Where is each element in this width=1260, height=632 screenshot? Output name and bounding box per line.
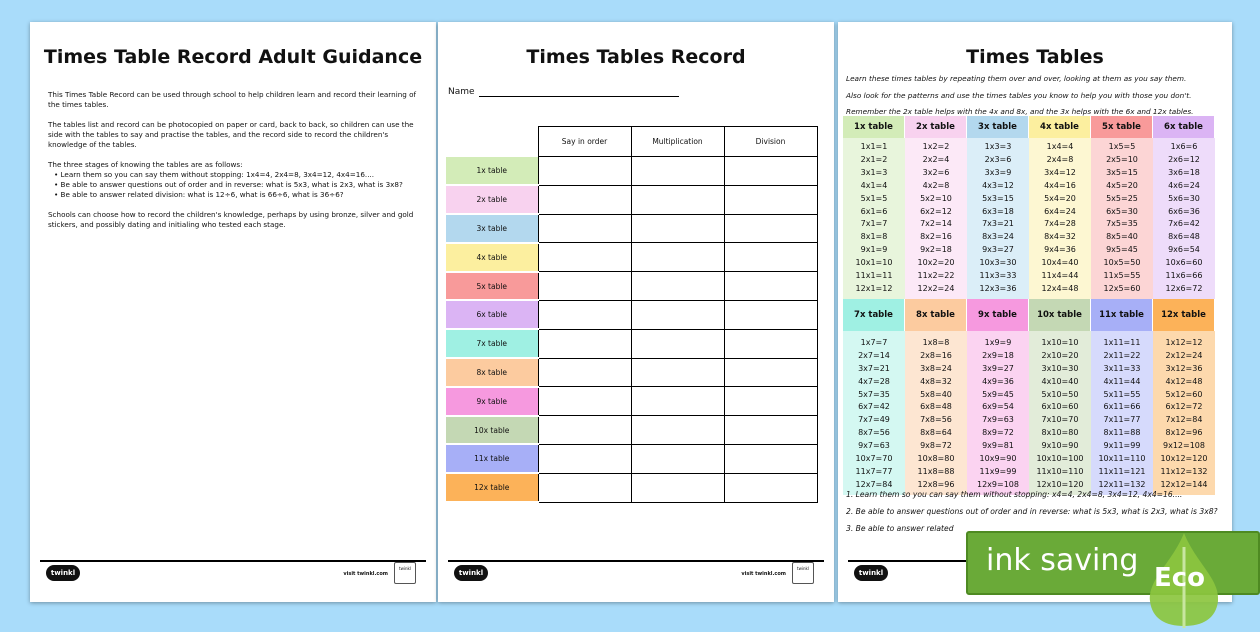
row-label: 1x table: [446, 157, 538, 186]
fact: 8x5=40: [1106, 232, 1138, 242]
table-row: [446, 358, 817, 387]
fact: 5x11=55: [1103, 389, 1141, 399]
fact: 7x2=14: [920, 219, 952, 229]
fact: 10x3=30: [979, 258, 1017, 268]
record-cell[interactable]: [631, 387, 724, 416]
fact: 5x5=25: [1106, 193, 1138, 203]
fact: 12x3=36: [979, 283, 1017, 293]
fact: 10x9=90: [979, 454, 1017, 464]
paragraph: This Times Table Record can be used through school to help children learn and record their learning of the times tables.: [48, 90, 417, 109]
fact: 8x7=56: [858, 428, 890, 438]
guidance-page: [30, 22, 436, 602]
quality-badge-icon: twinkl: [792, 562, 814, 584]
list-item: 3. Be able to answer related: [846, 524, 954, 533]
list-item: 2. Be able to answer questions out of order and in reverse: what is 5x3, what is 2x3, what is 3x8?: [846, 507, 1218, 516]
table-header: 8x table: [905, 299, 967, 331]
fact: 12x9=108: [977, 479, 1019, 489]
fact: 12x11=132: [1098, 479, 1146, 489]
table-header: 5x table: [1091, 116, 1153, 138]
fact: 5x8=40: [920, 389, 952, 399]
fact: 2x3=6: [984, 154, 1012, 164]
fact: 10x1=10: [855, 258, 893, 268]
fact: 2x5=10: [1106, 154, 1138, 164]
record-cell[interactable]: [631, 300, 724, 329]
fact: 11x8=88: [917, 466, 955, 476]
fact: 2x7=14: [858, 350, 890, 360]
footer-divider: [448, 560, 824, 562]
fact: 12x10=120: [1036, 479, 1084, 489]
fact: 4x10=40: [1041, 376, 1079, 386]
fact: 1x2=2: [922, 142, 950, 151]
fact: 10x8=80: [917, 454, 955, 464]
table-row: [446, 243, 817, 272]
fact: 3x1=3: [860, 167, 888, 177]
record-cell[interactable]: [538, 185, 631, 214]
fact: 5x3=15: [982, 193, 1014, 203]
fact: 3x3=9: [984, 167, 1012, 177]
table-header: 7x table: [843, 299, 905, 331]
facts-column: [1091, 331, 1153, 495]
table-row: [446, 444, 817, 473]
name-field[interactable]: [448, 87, 679, 97]
fact: 1x12=12: [1165, 337, 1203, 347]
record-cell[interactable]: [724, 473, 817, 502]
eco-leaf-icon: [1146, 533, 1222, 628]
fact: 1x4=4: [1046, 142, 1074, 151]
fact: 2x10=20: [1041, 350, 1079, 360]
fact: 1x5=5: [1108, 142, 1136, 151]
fact: 10x2=20: [917, 258, 955, 268]
fact: 10x11=110: [1098, 454, 1146, 464]
record-cell[interactable]: [724, 185, 817, 214]
fact: 2x4=8: [1046, 154, 1074, 164]
table-row: [446, 272, 817, 301]
fact: 7x1=7: [860, 219, 888, 229]
facts-column: [1029, 138, 1091, 299]
fact: 4x5=20: [1106, 180, 1138, 190]
fact: 6x10=60: [1041, 402, 1079, 412]
intro-line: Learn these times tables by repeating them over and over, looking at them as you say them.: [846, 74, 1187, 83]
record-cell[interactable]: [724, 387, 817, 416]
fact: 3x2=6: [922, 167, 950, 177]
row-label: 4x table: [446, 243, 538, 272]
record-page: [438, 22, 834, 602]
fact: 4x3=12: [982, 180, 1014, 190]
stages-list: [48, 170, 418, 200]
fact: 1x6=6: [1170, 142, 1198, 151]
table-header: 3x table: [967, 116, 1029, 138]
record-cell[interactable]: [631, 416, 724, 445]
fact: 9x6=54: [1168, 245, 1200, 255]
table-row: [446, 387, 817, 416]
fact: 8x12=96: [1165, 428, 1203, 438]
twinkl-logo: twinkl: [454, 565, 488, 581]
record-cell[interactable]: [631, 185, 724, 214]
table-header: 11x table: [1091, 299, 1153, 331]
fact: 6x6=36: [1168, 206, 1200, 216]
fact: 1x1=1: [860, 142, 888, 151]
facts-column: [843, 138, 905, 299]
fact: 3x4=12: [1044, 167, 1076, 177]
fact: 7x5=35: [1106, 219, 1138, 229]
facts-column: [1029, 331, 1091, 495]
record-cell[interactable]: [538, 473, 631, 502]
list-item: • Be able to answer questions out of order and in reverse: what is 5x3, what is 2x3, what is 3x8?: [54, 180, 418, 190]
fact: 7x7=49: [858, 415, 890, 425]
paragraph: Schools can choose how to record the children's knowledge, perhaps by using bronze, silver and gold stickers, and possibly dating and initialing who tested each stage.: [48, 210, 414, 229]
fact: 5x2=10: [920, 193, 952, 203]
table-row: [446, 185, 817, 214]
fact: 11x4=44: [1041, 271, 1079, 281]
page-title: Times Tables: [966, 46, 1104, 68]
fact: 2x1=2: [860, 154, 888, 164]
record-cell[interactable]: [538, 387, 631, 416]
fact: 8x2=16: [920, 232, 952, 242]
fact: 12x6=72: [1165, 283, 1203, 293]
fact: 6x8=48: [920, 402, 952, 412]
fact: 1x3=3: [984, 142, 1012, 151]
fact: 6x1=6: [860, 206, 888, 216]
fact: 11x9=99: [979, 466, 1017, 476]
fact: 4x8=32: [920, 376, 952, 386]
record-cell[interactable]: [724, 416, 817, 445]
fact: 2x12=24: [1165, 350, 1203, 360]
fact: 2x9=18: [982, 350, 1014, 360]
fact: 2x11=22: [1103, 350, 1141, 360]
paragraph: The three stages of knowing the tables are as follows:: [48, 160, 243, 169]
fact: 9x7=63: [858, 441, 890, 451]
fact: 4x12=48: [1165, 376, 1203, 386]
fact: 2x2=4: [922, 154, 950, 164]
row-label: 5x table: [446, 272, 538, 301]
fact: 5x6=30: [1168, 193, 1200, 203]
row-label: 3x table: [446, 214, 538, 243]
twinkl-logo: twinkl: [854, 565, 888, 581]
fact: 3x10=30: [1041, 363, 1079, 373]
table-header: 6x table: [1153, 116, 1215, 138]
intro-line: Remember the 2x table helps with the 4x and 8x, and the 3x helps with the 6x and 12x tables.: [846, 107, 1194, 116]
fact: 10x5=50: [1103, 258, 1141, 268]
record-cell[interactable]: [631, 214, 724, 243]
steps-list: [846, 486, 1226, 537]
table-header: 10x table: [1029, 299, 1091, 331]
intro-line: Also look for the patterns and use the times tables you know to help you with those you don't.: [846, 90, 1192, 100]
record-cell[interactable]: [631, 329, 724, 358]
fact: 7x12=84: [1165, 415, 1203, 425]
record-cell[interactable]: [538, 329, 631, 358]
fact: 5x4=20: [1044, 193, 1076, 203]
fact: 2x6=12: [1168, 154, 1200, 164]
fact: 4x1=4: [860, 180, 888, 190]
paragraph: The tables list and record can be photocopied on paper or card, back to back, so children can use the side with the tables to say and practise the tables, and the record side to record the children's knowledge of the tables.: [48, 120, 414, 149]
fact: 5x10=50: [1041, 389, 1079, 399]
fact: 7x6=42: [1168, 219, 1200, 229]
facts-column: [1153, 331, 1215, 495]
facts-column: [843, 331, 905, 495]
fact: 8x4=32: [1044, 232, 1076, 242]
record-cell[interactable]: [631, 473, 724, 502]
name-line[interactable]: [479, 87, 679, 97]
fact: 3x11=33: [1103, 363, 1141, 373]
fact: 12x2=24: [917, 283, 955, 293]
fact: 8x10=80: [1041, 428, 1079, 438]
fact: 11x6=66: [1165, 271, 1203, 281]
record-cell[interactable]: [724, 358, 817, 387]
fact: 6x9=54: [982, 402, 1014, 412]
footer-divider: [40, 560, 426, 562]
record-cell[interactable]: [724, 214, 817, 243]
fact: 9x3=27: [982, 245, 1014, 255]
fact: 12x7=84: [855, 479, 893, 489]
fact: 10x4=40: [1041, 258, 1079, 268]
fact: 1x7=7: [860, 337, 888, 347]
intro-text: [846, 71, 1193, 121]
row-label: 8x table: [446, 358, 538, 387]
facts-column: [967, 331, 1029, 495]
facts-column: [1153, 138, 1215, 299]
fact: 9x10=90: [1041, 441, 1079, 451]
fact: 6x3=18: [982, 206, 1014, 216]
record-cell[interactable]: [538, 243, 631, 272]
fact: 9x9=81: [982, 441, 1014, 451]
fact: 12x12=144: [1160, 479, 1208, 489]
fact: 9x8=72: [920, 441, 952, 451]
fact: 5x1=5: [860, 193, 888, 203]
fact: 10x6=60: [1165, 258, 1203, 268]
fact: 1x9=9: [984, 337, 1012, 347]
fact: 12x8=96: [917, 479, 955, 489]
fact: 9x4=36: [1044, 245, 1076, 255]
page-title: Times Table Record Adult Guidance: [43, 46, 423, 68]
record-cell[interactable]: [724, 243, 817, 272]
record-cell[interactable]: [538, 272, 631, 301]
fact: 11x1=11: [855, 271, 893, 281]
fact: 1x8=8: [922, 337, 950, 347]
name-label: Name: [448, 87, 475, 97]
table-row: [446, 157, 817, 186]
table-row: [446, 416, 817, 445]
record-cell[interactable]: [631, 358, 724, 387]
fact: 6x4=24: [1044, 206, 1076, 216]
record-cell[interactable]: [631, 157, 724, 186]
fact: 6x2=12: [920, 206, 952, 216]
fact: 11x2=22: [917, 271, 955, 281]
ink-saving-label: ink saving: [986, 543, 1139, 578]
list-item: • Be able to answer related division: what is 12÷6, what is 66÷6, what is 36÷6?: [54, 190, 418, 200]
fact: 3x6=18: [1168, 167, 1200, 177]
facts-column: [1091, 138, 1153, 299]
facts-column: [905, 138, 967, 299]
fact: 9x11=99: [1103, 441, 1141, 451]
record-cell[interactable]: [538, 358, 631, 387]
fact: 3x7=21: [858, 363, 890, 373]
table-row: [446, 329, 817, 358]
fact: 12x4=48: [1041, 283, 1079, 293]
fact: 11x11=121: [1098, 466, 1146, 476]
record-cell[interactable]: [538, 444, 631, 473]
row-label: 6x table: [446, 300, 538, 329]
fact: 9x12=108: [1163, 441, 1205, 451]
row-label: 9x table: [446, 387, 538, 416]
fact: 3x5=15: [1106, 167, 1138, 177]
table-header: 2x table: [905, 116, 967, 138]
row-label: 7x table: [446, 329, 538, 358]
column-header: Division: [724, 127, 817, 157]
fact: 4x9=36: [982, 376, 1014, 386]
fact: 4x6=24: [1168, 180, 1200, 190]
column-header: Multiplication: [631, 127, 724, 157]
fact: 11x12=132: [1160, 466, 1208, 476]
fact: 6x11=66: [1103, 402, 1141, 412]
record-cell[interactable]: [724, 157, 817, 186]
record-cell[interactable]: [631, 272, 724, 301]
record-cell[interactable]: [724, 444, 817, 473]
fact: 7x8=56: [920, 415, 952, 425]
fact: 3x12=36: [1165, 363, 1203, 373]
record-cell[interactable]: [538, 416, 631, 445]
fact: 11x10=110: [1036, 466, 1084, 476]
fact: 8x8=64: [920, 428, 952, 438]
table-row: [446, 214, 817, 243]
guidance-text: [48, 90, 418, 240]
row-label: 2x table: [446, 185, 538, 214]
row-label: 12x table: [446, 473, 538, 502]
times-tables-page: [838, 22, 1232, 602]
eco-label: Eco: [1154, 563, 1206, 593]
fact: 4x2=8: [922, 180, 950, 190]
fact: 8x6=48: [1168, 232, 1200, 242]
record-cell[interactable]: [538, 157, 631, 186]
fact: 8x9=72: [982, 428, 1014, 438]
record-cell[interactable]: [724, 329, 817, 358]
fact: 1x10=10: [1041, 337, 1079, 347]
fact: 6x7=42: [858, 402, 890, 412]
fact: 7x9=63: [982, 415, 1014, 425]
record-cell[interactable]: [724, 300, 817, 329]
quality-badge-icon: twinkl: [394, 562, 416, 584]
visit-link[interactable]: visit twinkl.com: [343, 571, 388, 577]
times-tables-grid: [843, 116, 1215, 495]
fact: 6x12=72: [1165, 402, 1203, 412]
fact: 10x7=70: [855, 454, 893, 464]
fact: 7x3=21: [982, 219, 1014, 229]
visit-link[interactable]: visit twinkl.com: [741, 571, 786, 577]
fact: 10x10=100: [1036, 454, 1084, 464]
fact: 4x7=28: [858, 376, 890, 386]
fact: 7x10=70: [1041, 415, 1079, 425]
fact: 9x5=45: [1106, 245, 1138, 255]
fact: 9x1=9: [860, 245, 888, 255]
fact: 5x12=60: [1165, 389, 1203, 399]
fact: 11x3=33: [979, 271, 1017, 281]
table-header: 9x table: [967, 299, 1029, 331]
fact: 10x12=120: [1160, 454, 1208, 464]
fact: 11x5=55: [1103, 271, 1141, 281]
table-header: 12x table: [1153, 299, 1215, 331]
fact: 8x1=8: [860, 232, 888, 242]
page-title: Times Tables Record: [526, 46, 746, 68]
fact: 12x1=12: [855, 283, 893, 293]
fact: 8x3=24: [982, 232, 1014, 242]
table-header-row: [446, 127, 817, 157]
facts-column: [967, 138, 1029, 299]
record-cell[interactable]: [631, 243, 724, 272]
list-item: 1. Learn them so you can say them without stopping: x4=4, 2x4=8, 3x4=12, 4x4=16....: [846, 490, 1183, 499]
record-cell[interactable]: [538, 214, 631, 243]
fact: 4x4=16: [1044, 180, 1076, 190]
fact: 7x4=28: [1044, 219, 1076, 229]
fact: 11x7=77: [855, 466, 893, 476]
twinkl-logo: twinkl: [46, 565, 80, 581]
record-table: [446, 126, 818, 503]
fact: 2x8=16: [920, 350, 952, 360]
table-row: [446, 300, 817, 329]
fact: 12x5=60: [1103, 283, 1141, 293]
fact: 3x8=24: [920, 363, 952, 373]
fact: 6x5=30: [1106, 206, 1138, 216]
column-header: Say in order: [538, 127, 631, 157]
fact: 8x11=88: [1103, 428, 1141, 438]
fact: 7x11=77: [1103, 415, 1141, 425]
table-header: 1x table: [843, 116, 905, 138]
fact: 3x9=27: [982, 363, 1014, 373]
fact: 9x2=18: [920, 245, 952, 255]
fact: 5x7=35: [858, 389, 890, 399]
fact: 5x9=45: [982, 389, 1014, 399]
fact: 1x11=11: [1103, 337, 1141, 347]
record-cell[interactable]: [631, 444, 724, 473]
fact: 4x11=44: [1103, 376, 1141, 386]
facts-column: [905, 331, 967, 495]
table-row: [446, 473, 817, 502]
table-header: 4x table: [1029, 116, 1091, 138]
row-label: 11x table: [446, 444, 538, 473]
record-cell[interactable]: [538, 300, 631, 329]
record-cell[interactable]: [724, 272, 817, 301]
row-label: 10x table: [446, 416, 538, 445]
list-item: • Learn them so you can say them without stopping: 1x4=4, 2x4=8, 3x4=12, 4x4=16....: [54, 170, 418, 180]
